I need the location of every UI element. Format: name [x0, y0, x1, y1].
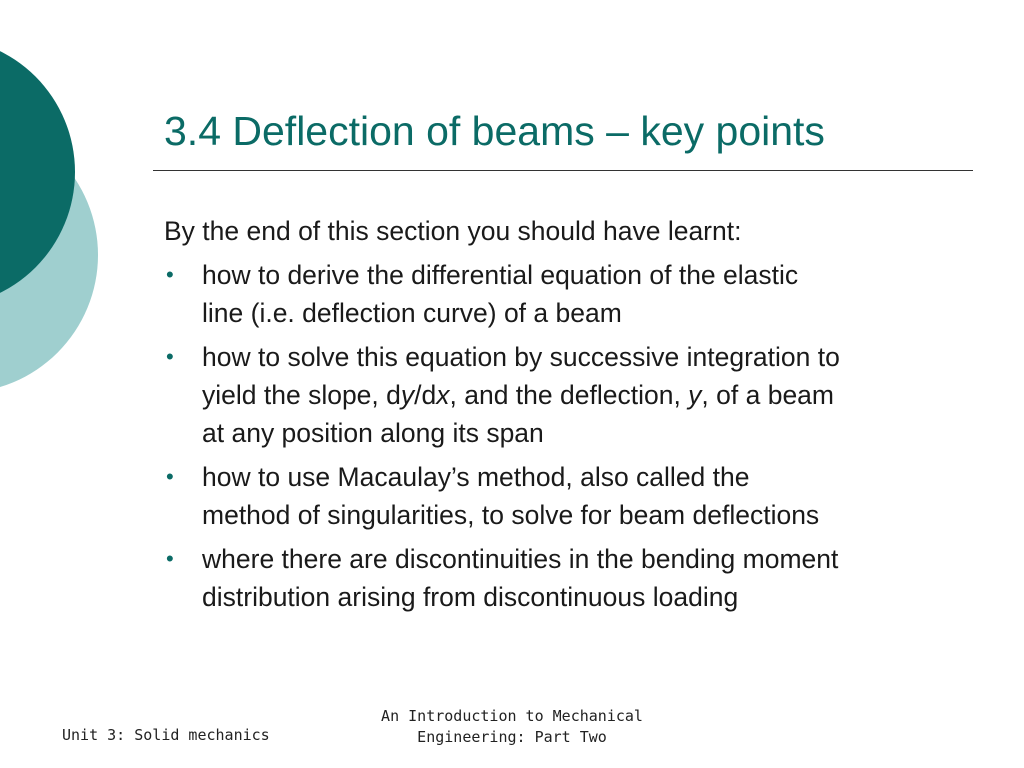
text-run: , of a beam	[701, 380, 834, 410]
footer-course-line: Engineering: Part Two	[417, 728, 607, 746]
bullet-icon: •	[166, 546, 174, 571]
footer-course-title	[362, 706, 662, 748]
bullet-line: distribution arising from discontinuous loading	[202, 582, 739, 612]
bullet-line: how to use Macaulay’s method, also called the	[202, 462, 750, 492]
bullet-icon: •	[166, 344, 174, 369]
intro-text: By the end of this section you should have learnt:	[164, 216, 742, 246]
list-item	[164, 256, 964, 332]
list-item	[164, 458, 964, 534]
bullet-line-mixed	[202, 376, 964, 414]
text-run: /d	[414, 380, 437, 410]
list-item	[164, 338, 964, 452]
footer-course-line: An Introduction to Mechanical	[381, 707, 643, 725]
bullet-line: how to derive the differential equation of the elastic	[202, 260, 799, 290]
slide-title: 3.4 Deflection of beams – key points	[164, 108, 825, 154]
bullet-icon: •	[166, 262, 174, 287]
title-divider	[153, 170, 973, 171]
bullet-line: line (i.e. deflection curve) of a beam	[202, 298, 622, 328]
bullet-icon: •	[166, 464, 174, 489]
italic-variable: y	[400, 380, 415, 410]
bullet-line: how to solve this equation by successive integration to	[202, 342, 840, 372]
slide-body	[164, 212, 964, 622]
decorative-circles	[0, 0, 110, 420]
text-run: , and the deflection,	[449, 380, 689, 410]
bullet-line: method of singularities, to solve for beam deflections	[202, 500, 820, 530]
text-run: yield the slope, d	[202, 380, 401, 410]
italic-variable: x	[436, 380, 450, 410]
italic-variable: y	[688, 380, 702, 410]
list-item	[164, 540, 964, 616]
bullet-line: at any position along its span	[202, 418, 544, 448]
bullet-list	[164, 256, 964, 616]
footer-unit-label: Unit 3: Solid mechanics	[62, 726, 270, 744]
bullet-line: where there are discontinuities in the bending moment	[202, 544, 839, 574]
